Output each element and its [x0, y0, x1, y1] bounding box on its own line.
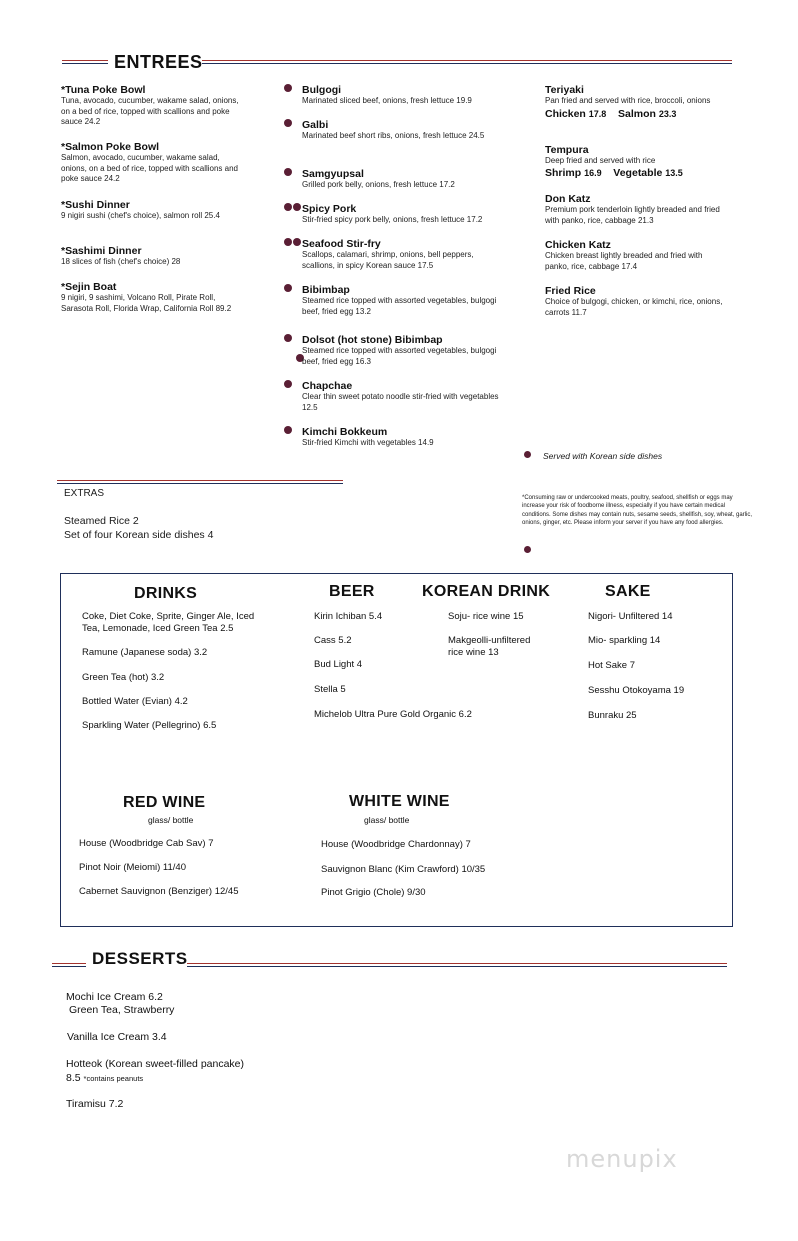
desserts-rule-left [52, 963, 86, 967]
entree-name: Galbi [302, 119, 329, 131]
entree-desc: Premium pork tenderloin lightly breaded and fried with panko, rice, cabbage 21.3 [545, 205, 720, 225]
bullet-dot [284, 334, 292, 342]
desserts-rule-right [187, 963, 727, 967]
beer-item: Michelob Ultra Pure Gold Organic 6.2 [314, 709, 472, 720]
dessert-item: Tiramisu 7.2 [66, 1098, 124, 1110]
beer-item: Kirin Ichiban 5.4 [314, 611, 383, 622]
red-wine-item: House (Woodbridge Cab Sav) 7 [79, 838, 214, 849]
option-label: Chicken [545, 107, 586, 120]
entree-item-fried-rice [545, 285, 725, 318]
entree-name: Spicy Pork [302, 203, 357, 215]
entree-name: Seafood Stir-fry [302, 238, 381, 250]
white-wine-sub: glass/ bottle [364, 815, 410, 825]
white-wine-item: Pinot Grigio (Chole) 9/30 [321, 887, 426, 898]
entree-desc: Tuna, avocado, cucumber, wakame salad, onions, on a bed of rice, topped with scallions and poke sauce 24.2 [61, 96, 239, 126]
entree-item [61, 245, 246, 268]
bullet-dot [284, 84, 292, 92]
beer-item: Bud Light 4 [314, 659, 363, 670]
extras-item: Steamed Rice 2 [64, 515, 139, 527]
bullet-dot [284, 426, 292, 434]
bullet-dot [524, 546, 531, 553]
entree-desc: Stir-fried spicy pork belly, onions, fresh lettuce 17.2 [302, 215, 483, 224]
bullet-dot [293, 203, 301, 211]
white-wine-item: House (Woodbridge Chardonnay) 7 [321, 839, 471, 850]
entree-desc: Chicken breast lightly breaded and fried with panko, rice, cabbage 17.4 [545, 251, 703, 271]
entree-item [302, 284, 507, 317]
entrees-rule-left [62, 60, 108, 64]
entree-name: Tempura [545, 144, 589, 156]
bullet-dot [284, 168, 292, 176]
beer-item: Cass 5.2 [314, 635, 352, 646]
allergy-disclaimer: *Consuming raw or undercooked meats, poultry, seafood, shellfish or eggs may increase your risk of foodborne illness, especially if you have certain medical conditions. Some dishes may contain nuts, sesame seeds, shellfish, soy, wheat, garlic, onions, ginger, etc. Please inform your server if you have any food allergies. [522, 495, 753, 527]
entree-options [545, 167, 725, 179]
entree-desc: Steamed rice topped with assorted vegetables, bulgogi beef, fried egg 16.3 [302, 346, 497, 366]
extras-title: EXTRAS [64, 488, 105, 499]
entree-item-tempura [545, 144, 725, 179]
entree-desc: 9 nigiri, 9 sashimi, Volcano Roll, Pirate Roll, Sarasota Roll, Florida Wrap, California Roll 89.2 [61, 293, 232, 313]
bullet-dot [284, 238, 292, 246]
bullet-dot [284, 284, 292, 292]
drink-item: Sparkling Water (Pellegrino) 6.5 [82, 720, 217, 731]
beer-title: BEER [329, 583, 375, 600]
dessert-item: Mochi Ice Cream 6.2 [66, 991, 163, 1003]
sake-item: Hot Sake 7 [588, 660, 635, 671]
entree-desc: Clear thin sweet potato noodle stir-fried with vegetables 12.5 [302, 392, 499, 412]
option-price: 17.8 [588, 108, 607, 119]
entree-name: Samgyupsal [302, 168, 364, 180]
option-price: 16.9 [584, 167, 602, 178]
entree-item [61, 281, 246, 314]
white-wine-item: Sauvignon Blanc (Kim Crawford) 10/35 [321, 864, 486, 875]
sake-item: Mio- sparkling 14 [588, 635, 661, 646]
korean-drink-title: KOREAN DRINK [422, 583, 551, 600]
beer-item: Stella 5 [314, 684, 346, 695]
extras-item: Set of four Korean side dishes 4 [64, 529, 214, 541]
entree-item [61, 199, 246, 222]
sake-title: SAKE [605, 583, 651, 600]
dessert-item-sub: Green Tea, Strawberry [69, 1004, 175, 1016]
drink-item: Coke, Diet Coke, Sprite, Ginger Ale, Iced Tea, Lemonade, Iced Green Tea 2.5 [82, 611, 255, 634]
entree-desc: Choice of bulgogi, chicken, or kimchi, rice, onions, carrots 11.7 [545, 297, 723, 317]
entree-desc: 18 slices of fish (chef's choice) 28 [61, 257, 181, 266]
watermark-logo: menupix [566, 1145, 678, 1173]
entree-desc: Marinated sliced beef, onions, fresh lettuce 19.9 [302, 96, 472, 105]
drink-item: Bottled Water (Evian) 4.2 [82, 696, 188, 707]
extras-rule [57, 480, 343, 484]
option-price: 13.5 [665, 167, 683, 178]
sake-item: Nigori- Unfiltered 14 [588, 611, 673, 622]
red-wine-item: Pinot Noir (Meiomi) 11/40 [79, 862, 187, 873]
option-label: Vegetable [613, 166, 663, 179]
dessert-item-price [66, 1072, 143, 1085]
entree-name: *Sejin Boat [61, 281, 117, 293]
side-dishes-note: Served with Korean side dishes [543, 451, 663, 461]
entree-item-chicken-katz [545, 239, 725, 272]
peanut-note: *contains peanuts [83, 1074, 144, 1083]
entree-desc: Grilled pork belly, onions, fresh lettuce 17.2 [302, 180, 455, 189]
entrees-title: ENTREES [114, 52, 203, 72]
entree-name: Dolsot (hot stone) Bibimbap [302, 334, 443, 346]
entree-desc: Pan fried and served with rice, broccoli, onions [545, 96, 711, 105]
white-wine-title: WHITE WINE [349, 793, 450, 810]
entree-item [302, 334, 507, 367]
entree-desc: Steamed rice topped with assorted vegetables, bulgogi beef, fried egg 13.2 [302, 296, 497, 316]
sake-item: Bunraku 25 [588, 710, 637, 721]
entree-item [61, 141, 246, 185]
option-label: Salmon [617, 107, 656, 120]
entree-desc: Marinated beef short ribs, onions, fresh lettuce 24.5 [302, 131, 485, 140]
bullet-dot [284, 380, 292, 388]
entree-name: Chicken Katz [545, 239, 611, 251]
entree-name: Don Katz [545, 193, 591, 205]
entree-item [302, 380, 507, 413]
option-price: 23.3 [658, 108, 677, 119]
dessert-item: Hotteok (Korean sweet-filled pancake) [66, 1058, 245, 1070]
dessert-item: Vanilla Ice Cream 3.4 [67, 1031, 167, 1043]
bullet-dot [284, 119, 292, 127]
entree-name: *Sushi Dinner [61, 199, 130, 211]
bullet-dot [284, 203, 292, 211]
drinks-title: DRINKS [134, 585, 198, 602]
dessert-price: 8.5 [66, 1072, 81, 1084]
entree-name: *Tuna Poke Bowl [61, 84, 146, 96]
entrees-rule-right [202, 60, 732, 64]
entree-item-don-katz [545, 193, 725, 226]
sake-item: Sesshu Otokoyama 19 [588, 685, 685, 696]
entree-item [302, 119, 502, 142]
entree-desc: Stir-fried Kimchi with vegetables 14.9 [302, 438, 434, 447]
entree-desc: Scallops, calamari, shrimp, onions, bell peppers, scallions, in spicy Korean sauce 17.5 [302, 250, 474, 270]
entree-name: Kimchi Bokkeum [302, 426, 388, 438]
korean-drink-item: Makgeolli-unfiltered rice wine 13 [448, 635, 531, 658]
entree-desc: 9 nigiri sushi (chef's choice), salmon roll 25.4 [61, 211, 220, 220]
entree-options [545, 108, 725, 120]
entree-item [302, 203, 522, 226]
entree-desc: Deep fried and served with rice [545, 156, 656, 165]
entree-name: Bulgogi [302, 84, 342, 96]
entree-name: Chapchae [302, 380, 353, 392]
drink-item: Ramune (Japanese soda) 3.2 [82, 647, 208, 658]
entree-name: Fried Rice [545, 285, 596, 297]
entree-name: Bibimbap [302, 284, 350, 296]
red-wine-title: RED WINE [123, 794, 206, 811]
entree-name: *Salmon Poke Bowl [61, 141, 160, 153]
entree-item [61, 84, 246, 128]
entree-item-teriyaki [545, 84, 725, 120]
bullet-dot [524, 451, 531, 458]
entree-name: Teriyaki [545, 84, 584, 96]
desserts-title: DESSERTS [92, 949, 188, 968]
entree-item [302, 426, 507, 449]
bullet-dot [293, 238, 301, 246]
entree-item [302, 238, 507, 271]
option-label: Shrimp [545, 166, 582, 179]
entree-item [302, 168, 512, 191]
entree-item [302, 84, 512, 107]
entree-desc: Salmon, avocado, cucumber, wakame salad, onions, on a bed of rice, topped with scallions and poke sauce 24.2 [61, 153, 239, 183]
red-wine-sub: glass/ bottle [148, 815, 194, 825]
entree-name: *Sashimi Dinner [61, 245, 142, 257]
red-wine-item: Cabernet Sauvignon (Benziger) 12/45 [79, 886, 239, 897]
drink-item: Green Tea (hot) 3.2 [82, 672, 165, 683]
korean-drink-item: Soju- rice wine 15 [448, 611, 524, 622]
